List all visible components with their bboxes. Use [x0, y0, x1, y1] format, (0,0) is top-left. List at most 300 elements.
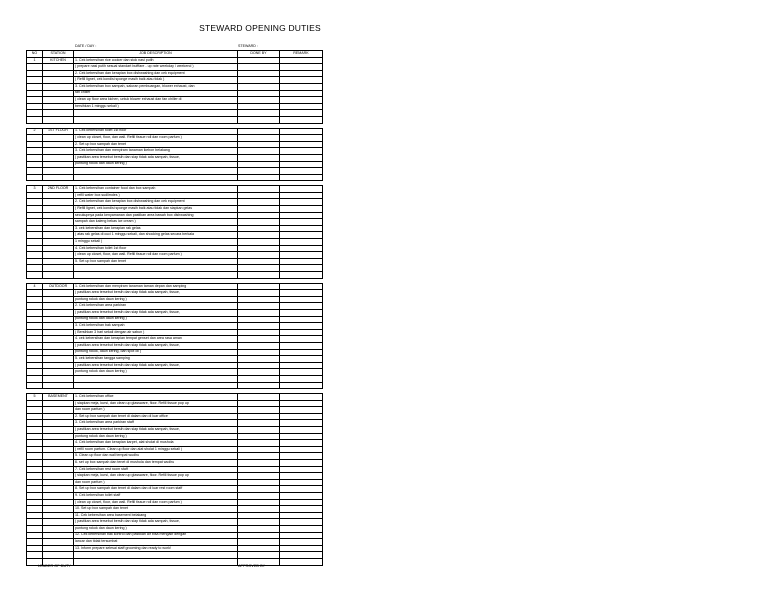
job-description-cell: ( refill water box sudlimdes ) [74, 192, 238, 199]
remark-cell[interactable] [280, 349, 323, 356]
done-by-cell[interactable] [238, 512, 280, 519]
done-by-cell[interactable] [238, 382, 280, 389]
job-description-cell: ( clean up closet, floor, dan wall. Refill tissue roll dan room parfum ) [74, 252, 238, 259]
done-by-cell[interactable] [238, 486, 280, 493]
job-description-cell [74, 382, 238, 389]
table-row [27, 199, 323, 206]
remark-cell[interactable] [280, 206, 323, 213]
remark-cell[interactable] [280, 446, 323, 453]
remark-cell[interactable] [280, 199, 323, 206]
section-station [43, 135, 74, 142]
table-row [27, 519, 323, 526]
table-row [27, 356, 323, 363]
remark-cell[interactable] [280, 400, 323, 407]
job-description-cell: 13. Inform prepare selesai staff grooming dan ready to work! [74, 545, 238, 552]
remark-cell[interactable] [280, 532, 323, 539]
remark-cell[interactable] [280, 239, 323, 246]
job-description-cell: puntung rokok dan daun kering ) [74, 161, 238, 168]
section-number: 3 [27, 186, 43, 193]
done-by-cell[interactable] [238, 519, 280, 526]
section-station [43, 400, 74, 407]
job-description-cell: 3. Cek kebersihan bak sampah [74, 323, 238, 330]
table-row [27, 128, 323, 135]
done-by-cell[interactable] [238, 356, 280, 363]
done-by-cell[interactable] [238, 265, 280, 272]
table-row [27, 323, 323, 330]
done-by-cell[interactable] [238, 272, 280, 279]
remark-cell[interactable] [280, 57, 323, 64]
table-row [27, 290, 323, 297]
section-station [43, 446, 74, 453]
section-number [27, 453, 43, 460]
done-by-cell[interactable] [238, 446, 280, 453]
header-job-description: JOB DESCRIPTION [74, 51, 238, 58]
remark-cell[interactable] [280, 382, 323, 389]
done-by-cell[interactable] [238, 212, 280, 219]
job-description-cell: 4. Cek kebersihan dan kerapian karpet, alat sholat di mushola [74, 440, 238, 447]
section-number [27, 90, 43, 97]
remark-cell[interactable] [280, 116, 323, 123]
section-station [43, 252, 74, 259]
section-number [27, 400, 43, 407]
job-description-cell: puntung rokok, daun kering, dan spot oli ) [74, 349, 238, 356]
table-row [27, 466, 323, 473]
section-number [27, 296, 43, 303]
remark-cell[interactable] [280, 186, 323, 193]
remark-cell[interactable] [280, 525, 323, 532]
done-by-cell[interactable] [238, 323, 280, 330]
section-number [27, 309, 43, 316]
table-row [27, 296, 323, 303]
done-by-cell[interactable] [238, 97, 280, 104]
section-station [43, 329, 74, 336]
section-station [43, 512, 74, 519]
remark-cell[interactable] [280, 323, 323, 330]
remark-cell[interactable] [280, 375, 323, 382]
remark-cell[interactable] [280, 473, 323, 480]
remark-cell[interactable] [280, 296, 323, 303]
section-station [43, 296, 74, 303]
section-number [27, 245, 43, 252]
section-station: 2ND FLOOR [43, 186, 74, 193]
remark-cell[interactable] [280, 212, 323, 219]
job-description-cell: puntung rokok dan daun kering ) [74, 525, 238, 532]
remark-cell[interactable] [280, 290, 323, 297]
job-description-cell [74, 265, 238, 272]
job-description-cell: 7. Cek kebersihan rest room staff [74, 466, 238, 473]
section-station [43, 97, 74, 104]
table-row [27, 316, 323, 323]
table-row [27, 382, 323, 389]
table-row [27, 446, 323, 453]
section-number [27, 525, 43, 532]
done-by-cell[interactable] [238, 329, 280, 336]
remark-cell[interactable] [280, 265, 323, 272]
section-number [27, 440, 43, 447]
job-description-cell: 3. Cek kebersihan area parkiran staff [74, 420, 238, 427]
remark-cell[interactable] [280, 128, 323, 135]
table-row [27, 116, 323, 123]
remark-cell[interactable] [280, 427, 323, 434]
job-description-cell: 2. Cek kebersihan dan kerapian box dishwashing dan cek equipment [74, 199, 238, 206]
section-number [27, 70, 43, 77]
remark-cell[interactable] [280, 309, 323, 316]
table-row [27, 192, 323, 199]
done-by-cell[interactable] [238, 199, 280, 206]
table-row [27, 70, 323, 77]
section-station [43, 103, 74, 110]
job-description-cell: 8. Set up box sampah dan tenet di dalam dan di luar rest room staff [74, 486, 238, 493]
section-number [27, 433, 43, 440]
remark-cell[interactable] [280, 148, 323, 155]
section-station [43, 290, 74, 297]
job-description-cell: 3. Cek kebersihan dan menyiram tanaman ikebon belakang [74, 148, 238, 155]
job-description-cell: 3. cek kebersihan dan kerapian rak gelas [74, 225, 238, 232]
done-by-cell[interactable] [238, 283, 280, 290]
remark-cell[interactable] [280, 252, 323, 259]
done-by-cell[interactable] [238, 453, 280, 460]
table-row [27, 83, 323, 90]
table-row [27, 342, 323, 349]
remark-cell[interactable] [280, 499, 323, 506]
section-number [27, 83, 43, 90]
table-row [27, 407, 323, 414]
done-by-cell[interactable] [238, 460, 280, 467]
section-number [27, 316, 43, 323]
section-number [27, 499, 43, 506]
done-by-cell[interactable] [238, 174, 280, 181]
done-by-cell[interactable] [238, 420, 280, 427]
job-description-cell: 5. Set up box sampah dan tenet [74, 258, 238, 265]
done-by-cell[interactable] [238, 141, 280, 148]
job-description-cell: puntung rokok dan daun kering ) [74, 433, 238, 440]
remark-cell[interactable] [280, 225, 323, 232]
done-by-cell[interactable] [238, 64, 280, 71]
section-number: 4 [27, 283, 43, 290]
done-by-cell[interactable] [238, 466, 280, 473]
table-row [27, 186, 323, 193]
done-by-cell[interactable] [238, 70, 280, 77]
table-row [27, 512, 323, 519]
section-number [27, 135, 43, 142]
table-row [27, 64, 323, 71]
table-row [27, 77, 323, 84]
section-station [43, 239, 74, 246]
done-by-cell[interactable] [238, 499, 280, 506]
section-station [43, 116, 74, 123]
done-by-cell[interactable] [238, 369, 280, 376]
section-number [27, 199, 43, 206]
remark-cell[interactable] [280, 539, 323, 546]
remark-cell[interactable] [280, 460, 323, 467]
approved-by-label: APPROVED BY [238, 564, 266, 568]
remark-cell[interactable] [280, 356, 323, 363]
remark-cell[interactable] [280, 272, 323, 279]
remark-cell[interactable] [280, 440, 323, 447]
done-by-cell[interactable] [238, 258, 280, 265]
table-row [27, 362, 323, 369]
section-station [43, 413, 74, 420]
remark-cell[interactable] [280, 90, 323, 97]
done-by-cell[interactable] [238, 400, 280, 407]
remark-cell[interactable] [280, 258, 323, 265]
section-station [43, 525, 74, 532]
section-station [43, 552, 74, 559]
done-by-cell[interactable] [238, 342, 280, 349]
remark-cell[interactable] [280, 97, 323, 104]
remark-cell[interactable] [280, 154, 323, 161]
remark-cell[interactable] [280, 413, 323, 420]
done-by-cell[interactable] [238, 479, 280, 486]
remark-cell[interactable] [280, 407, 323, 414]
done-by-cell[interactable] [238, 128, 280, 135]
done-by-cell[interactable] [238, 539, 280, 546]
remark-cell[interactable] [280, 519, 323, 526]
section-number [27, 382, 43, 389]
table-row [27, 545, 323, 552]
done-by-cell[interactable] [238, 232, 280, 239]
section-number: 1 [27, 57, 43, 64]
section-station [43, 258, 74, 265]
done-by-cell[interactable] [238, 525, 280, 532]
done-by-cell[interactable] [238, 103, 280, 110]
remark-cell[interactable] [280, 64, 323, 71]
job-description-cell: 1. Cek kebersihan rice cooker dan stok nasi putih [74, 57, 238, 64]
section-station [43, 460, 74, 467]
remark-cell[interactable] [280, 219, 323, 226]
remark-cell[interactable] [280, 506, 323, 513]
done-by-cell[interactable] [238, 407, 280, 414]
job-description-cell: ( pastikan area tersebut bersih dan siap tidak ada sampah, tissue, [74, 519, 238, 526]
section-number [27, 349, 43, 356]
remark-cell[interactable] [280, 479, 323, 486]
remark-cell[interactable] [280, 362, 323, 369]
section-number [27, 356, 43, 363]
done-by-cell[interactable] [238, 545, 280, 552]
section-station [43, 382, 74, 389]
table-row [27, 232, 323, 239]
done-by-cell[interactable] [238, 433, 280, 440]
section-station [43, 245, 74, 252]
remark-cell[interactable] [280, 135, 323, 142]
table-row [27, 206, 323, 213]
remark-cell[interactable] [280, 168, 323, 175]
done-by-cell[interactable] [238, 245, 280, 252]
leader-of-duty-label: LEADER OF DUTY [38, 564, 71, 568]
done-by-cell[interactable] [238, 225, 280, 232]
section-station [43, 154, 74, 161]
job-description-cell: 1 minggu sekali ) [74, 239, 238, 246]
section-number [27, 473, 43, 480]
section-station [43, 499, 74, 506]
section-station [43, 232, 74, 239]
job-description-cell [74, 375, 238, 382]
section-station [43, 486, 74, 493]
done-by-cell[interactable] [238, 57, 280, 64]
done-by-cell[interactable] [238, 296, 280, 303]
done-by-cell[interactable] [238, 116, 280, 123]
remark-cell[interactable] [280, 192, 323, 199]
done-by-cell[interactable] [238, 440, 280, 447]
remark-cell[interactable] [280, 161, 323, 168]
table-row [27, 493, 323, 500]
table-row [27, 219, 323, 226]
done-by-cell[interactable] [238, 110, 280, 117]
section-number [27, 225, 43, 232]
section-number [27, 64, 43, 71]
section-station [43, 303, 74, 310]
remark-cell[interactable] [280, 141, 323, 148]
section-number [27, 545, 43, 552]
table-row [27, 283, 323, 290]
remark-cell[interactable] [280, 316, 323, 323]
table-row [27, 245, 323, 252]
done-by-cell[interactable] [238, 413, 280, 420]
section-station [43, 420, 74, 427]
remark-cell[interactable] [280, 329, 323, 336]
done-by-cell[interactable] [238, 316, 280, 323]
remark-cell[interactable] [280, 336, 323, 343]
section-number [27, 532, 43, 539]
remark-cell[interactable] [280, 420, 323, 427]
job-description-cell: puntung rokok dan daun kering ) [74, 369, 238, 376]
header-no: NO [27, 51, 43, 58]
remark-cell[interactable] [280, 466, 323, 473]
job-description-cell: ( pastikan area tersebut bersih dan siap tidak ada sampah, tissue, [74, 342, 238, 349]
section-number [27, 192, 43, 199]
section-number [27, 446, 43, 453]
done-by-cell[interactable] [238, 168, 280, 175]
done-by-cell[interactable] [238, 219, 280, 226]
job-description-cell [74, 168, 238, 175]
done-by-cell[interactable] [238, 375, 280, 382]
remark-cell[interactable] [280, 245, 323, 252]
done-by-cell[interactable] [238, 309, 280, 316]
job-description-cell: lancar dan tidak tersumbat [74, 539, 238, 546]
done-by-cell[interactable] [238, 135, 280, 142]
done-by-cell[interactable] [238, 362, 280, 369]
remark-cell[interactable] [280, 486, 323, 493]
job-description-cell: ( pastikan area tersebut bersih dan siap tidak ada sampah, tissue, [74, 362, 238, 369]
remark-cell[interactable] [280, 552, 323, 559]
section-number [27, 239, 43, 246]
section-number: 2 [27, 128, 43, 135]
done-by-cell[interactable] [238, 532, 280, 539]
table-row [27, 552, 323, 559]
done-by-cell[interactable] [238, 90, 280, 97]
done-by-cell[interactable] [238, 473, 280, 480]
section-number [27, 265, 43, 272]
done-by-cell[interactable] [238, 252, 280, 259]
table-row [27, 135, 323, 142]
section-number [27, 466, 43, 473]
section-station [43, 168, 74, 175]
job-description-cell: ( atas rak gelas di cuci 1 minggu sekali, dan shocking gelas secara berkala [74, 232, 238, 239]
job-description-cell: ( siapkan meja, kursi, dan clean up glassware, floor. Refill tissue pop up [74, 400, 238, 407]
done-by-cell[interactable] [238, 493, 280, 500]
job-description-cell: 10. Set up box sampah dan tenet [74, 506, 238, 513]
done-by-cell[interactable] [238, 83, 280, 90]
remark-cell[interactable] [280, 433, 323, 440]
done-by-cell[interactable] [238, 148, 280, 155]
done-by-cell[interactable] [238, 552, 280, 559]
remark-cell[interactable] [280, 545, 323, 552]
done-by-cell[interactable] [238, 290, 280, 297]
done-by-cell[interactable] [238, 239, 280, 246]
job-description-cell: 9. Cek kebersihan toilet staff [74, 493, 238, 500]
done-by-cell[interactable] [238, 192, 280, 199]
section-station [43, 70, 74, 77]
section-number [27, 539, 43, 546]
done-by-cell[interactable] [238, 427, 280, 434]
job-description-cell: bersihkan 1 minggu sekali ) [74, 103, 238, 110]
job-description-cell: secukupnya pada kenyamanan dan pastikan area bawah box dishwashing [74, 212, 238, 219]
remark-cell[interactable] [280, 70, 323, 77]
section-number [27, 506, 43, 513]
table-row [27, 375, 323, 382]
remark-cell[interactable] [280, 493, 323, 500]
done-by-cell[interactable] [238, 154, 280, 161]
job-description-cell [74, 174, 238, 181]
section-station [43, 362, 74, 369]
done-by-cell[interactable] [238, 206, 280, 213]
remark-cell[interactable] [280, 103, 323, 110]
section-station [43, 219, 74, 226]
remark-cell[interactable] [280, 558, 323, 565]
job-description-cell: ( Refill lignet, cek kondisi sponge masih baik atau tidak dan siapkan gelas [74, 206, 238, 213]
section-number [27, 154, 43, 161]
remark-cell[interactable] [280, 369, 323, 376]
job-description-cell: ( clean up closet, floor, dan wall. Refill tissue roll dan room parfum ) [74, 499, 238, 506]
done-by-cell[interactable] [238, 349, 280, 356]
done-by-cell[interactable] [238, 506, 280, 513]
job-description-cell: ( clean up floor area kichen, untuk blower exhaust dan fan chiller di [74, 97, 238, 104]
remark-cell[interactable] [280, 174, 323, 181]
section-station [43, 83, 74, 90]
section-number [27, 552, 43, 559]
remark-cell[interactable] [280, 342, 323, 349]
section-number [27, 252, 43, 259]
remark-cell[interactable] [280, 512, 323, 519]
table-header-row [27, 51, 323, 58]
done-by-cell[interactable] [238, 161, 280, 168]
remark-cell[interactable] [280, 77, 323, 84]
remark-cell[interactable] [280, 453, 323, 460]
done-by-cell[interactable] [238, 303, 280, 310]
section-station [43, 427, 74, 434]
table-row [27, 252, 323, 259]
table-row [27, 394, 323, 401]
job-description-cell: ( pastikan area tersebut bersih dan siap tidak ada sampah, tissue, [74, 290, 238, 297]
done-by-cell[interactable] [238, 77, 280, 84]
done-by-cell[interactable] [238, 186, 280, 193]
remark-cell[interactable] [280, 83, 323, 90]
section-station: OUTDOOR [43, 283, 74, 290]
remark-cell[interactable] [280, 283, 323, 290]
done-by-cell[interactable] [238, 336, 280, 343]
table-row [27, 460, 323, 467]
section-station [43, 466, 74, 473]
remark-cell[interactable] [280, 394, 323, 401]
table-row [27, 453, 323, 460]
remark-cell[interactable] [280, 232, 323, 239]
table-row [27, 239, 323, 246]
done-by-cell[interactable] [238, 394, 280, 401]
remark-cell[interactable] [280, 110, 323, 117]
remark-cell[interactable] [280, 303, 323, 310]
table-row [27, 329, 323, 336]
job-description-cell: 2. Cek kebersihan dan kerapian box dishwashing dan cek equipment [74, 70, 238, 77]
